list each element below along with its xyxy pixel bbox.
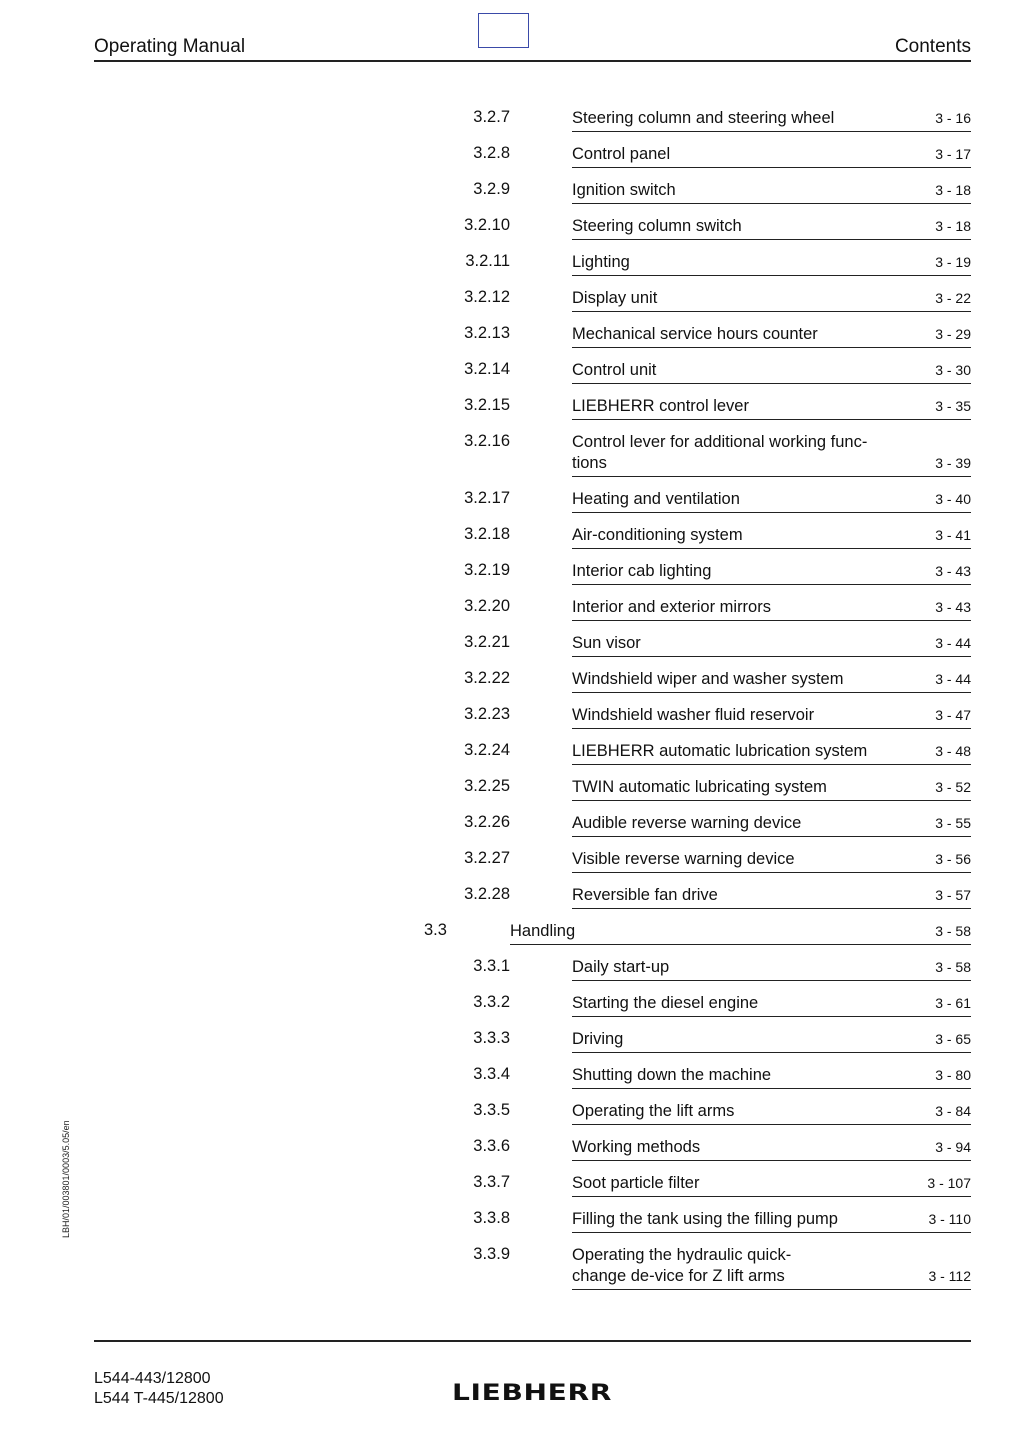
toc-page-number: 3 - 19 bbox=[935, 254, 971, 270]
toc-title: Ignition switch bbox=[572, 181, 676, 199]
svg-text:LIEBHERR: LIEBHERR bbox=[452, 1381, 612, 1403]
toc-number: 3.2.8 bbox=[473, 144, 510, 162]
toc-title: Handling bbox=[510, 922, 576, 940]
toc-row[interactable] bbox=[0, 769, 1024, 805]
toc-title: Display unit bbox=[572, 289, 658, 307]
toc-row[interactable] bbox=[0, 553, 1024, 589]
toc-row[interactable] bbox=[0, 985, 1024, 1021]
toc-row[interactable] bbox=[0, 280, 1024, 316]
toc-number: 3.3 bbox=[424, 921, 447, 939]
toc-number: 3.2.7 bbox=[473, 108, 510, 126]
toc-title: Steering column switch bbox=[572, 217, 742, 235]
toc-page-number: 3 - 112 bbox=[928, 1268, 971, 1284]
toc-entry bbox=[572, 180, 971, 204]
toc-page-number: 3 - 65 bbox=[935, 1031, 971, 1047]
toc-row[interactable] bbox=[0, 1129, 1024, 1165]
footer-divider bbox=[94, 1340, 971, 1342]
toc-page-number: 3 - 57 bbox=[935, 887, 971, 903]
toc-row[interactable] bbox=[0, 352, 1024, 388]
toc-title: Interior cab lighting bbox=[572, 562, 712, 580]
toc-row[interactable] bbox=[0, 172, 1024, 208]
toc-entry bbox=[572, 324, 971, 348]
toc-number: 3.3.1 bbox=[473, 957, 510, 975]
page-number-box bbox=[478, 13, 529, 48]
toc-entry bbox=[572, 108, 971, 132]
toc-number: 3.2.17 bbox=[464, 489, 510, 507]
toc-entry bbox=[572, 252, 971, 276]
toc-number: 3.3.8 bbox=[473, 1209, 510, 1227]
toc-entry bbox=[572, 396, 971, 420]
toc-title: Mechanical service hours counter bbox=[572, 325, 818, 343]
header-section: Contents bbox=[894, 36, 971, 57]
toc-row[interactable] bbox=[0, 589, 1024, 625]
toc-title: Daily start-up bbox=[572, 958, 670, 976]
toc-number: 3.2.24 bbox=[464, 741, 510, 759]
toc-row[interactable] bbox=[0, 841, 1024, 877]
toc-title: Lighting bbox=[572, 253, 630, 271]
toc-entry bbox=[572, 525, 971, 549]
toc-row[interactable] bbox=[0, 481, 1024, 517]
header-title: Operating Manual bbox=[94, 36, 246, 57]
toc-number: 3.2.15 bbox=[464, 396, 510, 414]
toc-page-number: 3 - 47 bbox=[935, 707, 971, 723]
toc-row[interactable] bbox=[0, 1021, 1024, 1057]
toc-row[interactable] bbox=[0, 877, 1024, 913]
toc-number: 3.2.25 bbox=[464, 777, 510, 795]
model-line-2: L544 T-445/12800 bbox=[94, 1390, 224, 1407]
toc-row[interactable] bbox=[0, 1057, 1024, 1093]
toc-entry bbox=[572, 777, 971, 801]
toc-number: 3.2.9 bbox=[473, 180, 510, 198]
toc-title: LIEBHERR control lever bbox=[572, 397, 749, 415]
toc-title: Soot particle filter bbox=[572, 1174, 700, 1192]
toc-number: 3.2.19 bbox=[464, 561, 510, 579]
toc-entry bbox=[572, 705, 971, 729]
toc-row[interactable] bbox=[0, 244, 1024, 280]
toc-title: Filling the tank using the filling pump bbox=[572, 1210, 838, 1228]
toc-row[interactable] bbox=[0, 1093, 1024, 1129]
toc-page-number: 3 - 58 bbox=[935, 959, 971, 975]
toc-number: 3.3.6 bbox=[473, 1137, 510, 1155]
toc-entry bbox=[572, 1137, 971, 1161]
toc-page-number: 3 - 110 bbox=[928, 1211, 971, 1227]
toc-title: Operating the hydraulic quick- change de-vice for Z lift arms bbox=[572, 1246, 792, 1285]
toc-page-number: 3 - 48 bbox=[935, 743, 971, 759]
toc-number: 3.2.16 bbox=[464, 432, 510, 450]
toc-page-number: 3 - 17 bbox=[935, 146, 971, 162]
toc-page-number: 3 - 80 bbox=[935, 1067, 971, 1083]
toc-entry bbox=[572, 1101, 971, 1125]
toc-entry bbox=[572, 957, 971, 981]
toc-number: 3.3.3 bbox=[473, 1029, 510, 1047]
toc-entry bbox=[572, 669, 971, 693]
toc-number: 3.2.11 bbox=[465, 252, 510, 270]
toc-page-number: 3 - 55 bbox=[935, 815, 971, 831]
toc-entry bbox=[572, 144, 971, 168]
toc-title: Operating the lift arms bbox=[572, 1102, 735, 1120]
toc-number: 3.2.10 bbox=[464, 216, 510, 234]
toc-title: TWIN automatic lubricating system bbox=[572, 778, 827, 796]
toc-number: 3.3.7 bbox=[473, 1173, 510, 1191]
toc-page-number: 3 - 107 bbox=[927, 1175, 971, 1191]
table-of-contents bbox=[0, 100, 1024, 1294]
liebherr-logo bbox=[452, 1381, 613, 1408]
toc-title: Air-conditioning system bbox=[572, 526, 743, 544]
toc-number: 3.2.20 bbox=[464, 597, 510, 615]
toc-row[interactable] bbox=[0, 316, 1024, 352]
toc-row[interactable] bbox=[0, 1201, 1024, 1237]
toc-title: Visible reverse warning device bbox=[572, 850, 795, 868]
toc-title: Windshield washer fluid reservoir bbox=[572, 706, 815, 724]
toc-title: LIEBHERR automatic lubrication system bbox=[572, 742, 868, 760]
toc-entry bbox=[572, 849, 971, 873]
toc-entry bbox=[572, 1173, 971, 1197]
toc-page-number: 3 - 61 bbox=[935, 995, 971, 1011]
toc-title: Driving bbox=[572, 1030, 624, 1048]
toc-row[interactable] bbox=[0, 1237, 1024, 1294]
toc-title: Audible reverse warning device bbox=[572, 814, 802, 832]
toc-title: Sun visor bbox=[572, 634, 641, 652]
toc-number: 3.3.5 bbox=[473, 1101, 510, 1119]
toc-entry bbox=[572, 489, 971, 513]
toc-row[interactable] bbox=[0, 424, 1024, 481]
toc-page-number: 3 - 58 bbox=[935, 923, 971, 939]
toc-page-number: 3 - 29 bbox=[935, 326, 971, 342]
toc-entry bbox=[572, 993, 971, 1017]
toc-entry bbox=[572, 432, 971, 477]
toc-entry bbox=[510, 921, 971, 945]
toc-number: 3.2.12 bbox=[464, 288, 510, 306]
toc-page-number: 3 - 35 bbox=[935, 398, 971, 414]
toc-entry bbox=[572, 633, 971, 657]
toc-row[interactable] bbox=[0, 388, 1024, 424]
toc-entry bbox=[572, 1065, 971, 1089]
toc-page-number: 3 - 39 bbox=[935, 455, 971, 471]
toc-title: Working methods bbox=[572, 1138, 701, 1156]
toc-title: Control unit bbox=[572, 361, 657, 379]
toc-page-number: 3 - 44 bbox=[935, 671, 971, 687]
footer-model-numbers bbox=[94, 1369, 224, 1409]
toc-entry bbox=[572, 1245, 971, 1290]
toc-number: 3.3.4 bbox=[473, 1065, 510, 1083]
toc-title: Heating and ventilation bbox=[572, 490, 740, 508]
toc-number: 3.2.13 bbox=[464, 324, 510, 342]
toc-entry bbox=[572, 741, 971, 765]
toc-page-number: 3 - 94 bbox=[935, 1139, 971, 1155]
toc-entry bbox=[572, 561, 971, 585]
toc-title: Control panel bbox=[572, 145, 671, 163]
document-code: LBH/01/003801/0003/5.05/en bbox=[61, 1120, 71, 1238]
toc-entry bbox=[572, 1029, 971, 1053]
toc-title: Windshield wiper and washer system bbox=[572, 670, 844, 688]
toc-page-number: 3 - 52 bbox=[935, 779, 971, 795]
toc-number: 3.2.28 bbox=[464, 885, 510, 903]
toc-page-number: 3 - 18 bbox=[935, 182, 971, 198]
toc-number: 3.2.21 bbox=[464, 633, 510, 651]
toc-page-number: 3 - 43 bbox=[935, 563, 971, 579]
toc-title: Interior and exterior mirrors bbox=[572, 598, 771, 616]
model-line-1: L544-443/12800 bbox=[94, 1370, 211, 1387]
header-divider bbox=[94, 60, 971, 62]
toc-entry bbox=[572, 597, 971, 621]
toc-row[interactable] bbox=[0, 733, 1024, 769]
toc-page-number: 3 - 41 bbox=[935, 527, 971, 543]
toc-page-number: 3 - 22 bbox=[935, 290, 971, 306]
toc-number: 3.2.26 bbox=[464, 813, 510, 831]
toc-entry bbox=[572, 1209, 971, 1233]
toc-entry bbox=[572, 360, 971, 384]
toc-page-number: 3 - 84 bbox=[935, 1103, 971, 1119]
toc-entry bbox=[572, 885, 971, 909]
toc-entry bbox=[572, 288, 971, 312]
toc-number: 3.2.22 bbox=[464, 669, 510, 687]
toc-row[interactable] bbox=[0, 208, 1024, 244]
toc-number: 3.2.18 bbox=[464, 525, 510, 543]
toc-page-number: 3 - 18 bbox=[935, 218, 971, 234]
toc-number: 3.2.23 bbox=[464, 705, 510, 723]
toc-row[interactable] bbox=[0, 661, 1024, 697]
toc-row[interactable] bbox=[0, 949, 1024, 985]
toc-page-number: 3 - 56 bbox=[935, 851, 971, 867]
toc-row[interactable] bbox=[0, 625, 1024, 661]
toc-row[interactable] bbox=[0, 100, 1024, 136]
toc-row[interactable] bbox=[0, 805, 1024, 841]
toc-title: Steering column and steering wheel bbox=[572, 109, 835, 127]
toc-title: Reversible fan drive bbox=[572, 886, 718, 904]
toc-row[interactable] bbox=[0, 517, 1024, 553]
toc-title: Control lever for additional working func- tions bbox=[572, 433, 868, 472]
toc-page-number: 3 - 40 bbox=[935, 491, 971, 507]
toc-number: 3.3.2 bbox=[473, 993, 510, 1011]
toc-row[interactable] bbox=[0, 697, 1024, 733]
toc-page-number: 3 - 44 bbox=[935, 635, 971, 651]
toc-number: 3.3.9 bbox=[473, 1245, 510, 1263]
toc-row[interactable] bbox=[0, 1165, 1024, 1201]
toc-entry bbox=[572, 813, 971, 837]
toc-page-number: 3 - 43 bbox=[935, 599, 971, 615]
toc-title: Shutting down the machine bbox=[572, 1066, 772, 1084]
toc-title: Starting the diesel engine bbox=[572, 994, 759, 1012]
toc-number: 3.2.14 bbox=[464, 360, 510, 378]
toc-page-number: 3 - 16 bbox=[935, 110, 971, 126]
toc-row[interactable] bbox=[0, 136, 1024, 172]
toc-page-number: 3 - 30 bbox=[935, 362, 971, 378]
toc-entry bbox=[572, 216, 971, 240]
toc-number: 3.2.27 bbox=[464, 849, 510, 867]
toc-section-row[interactable] bbox=[0, 913, 1024, 949]
